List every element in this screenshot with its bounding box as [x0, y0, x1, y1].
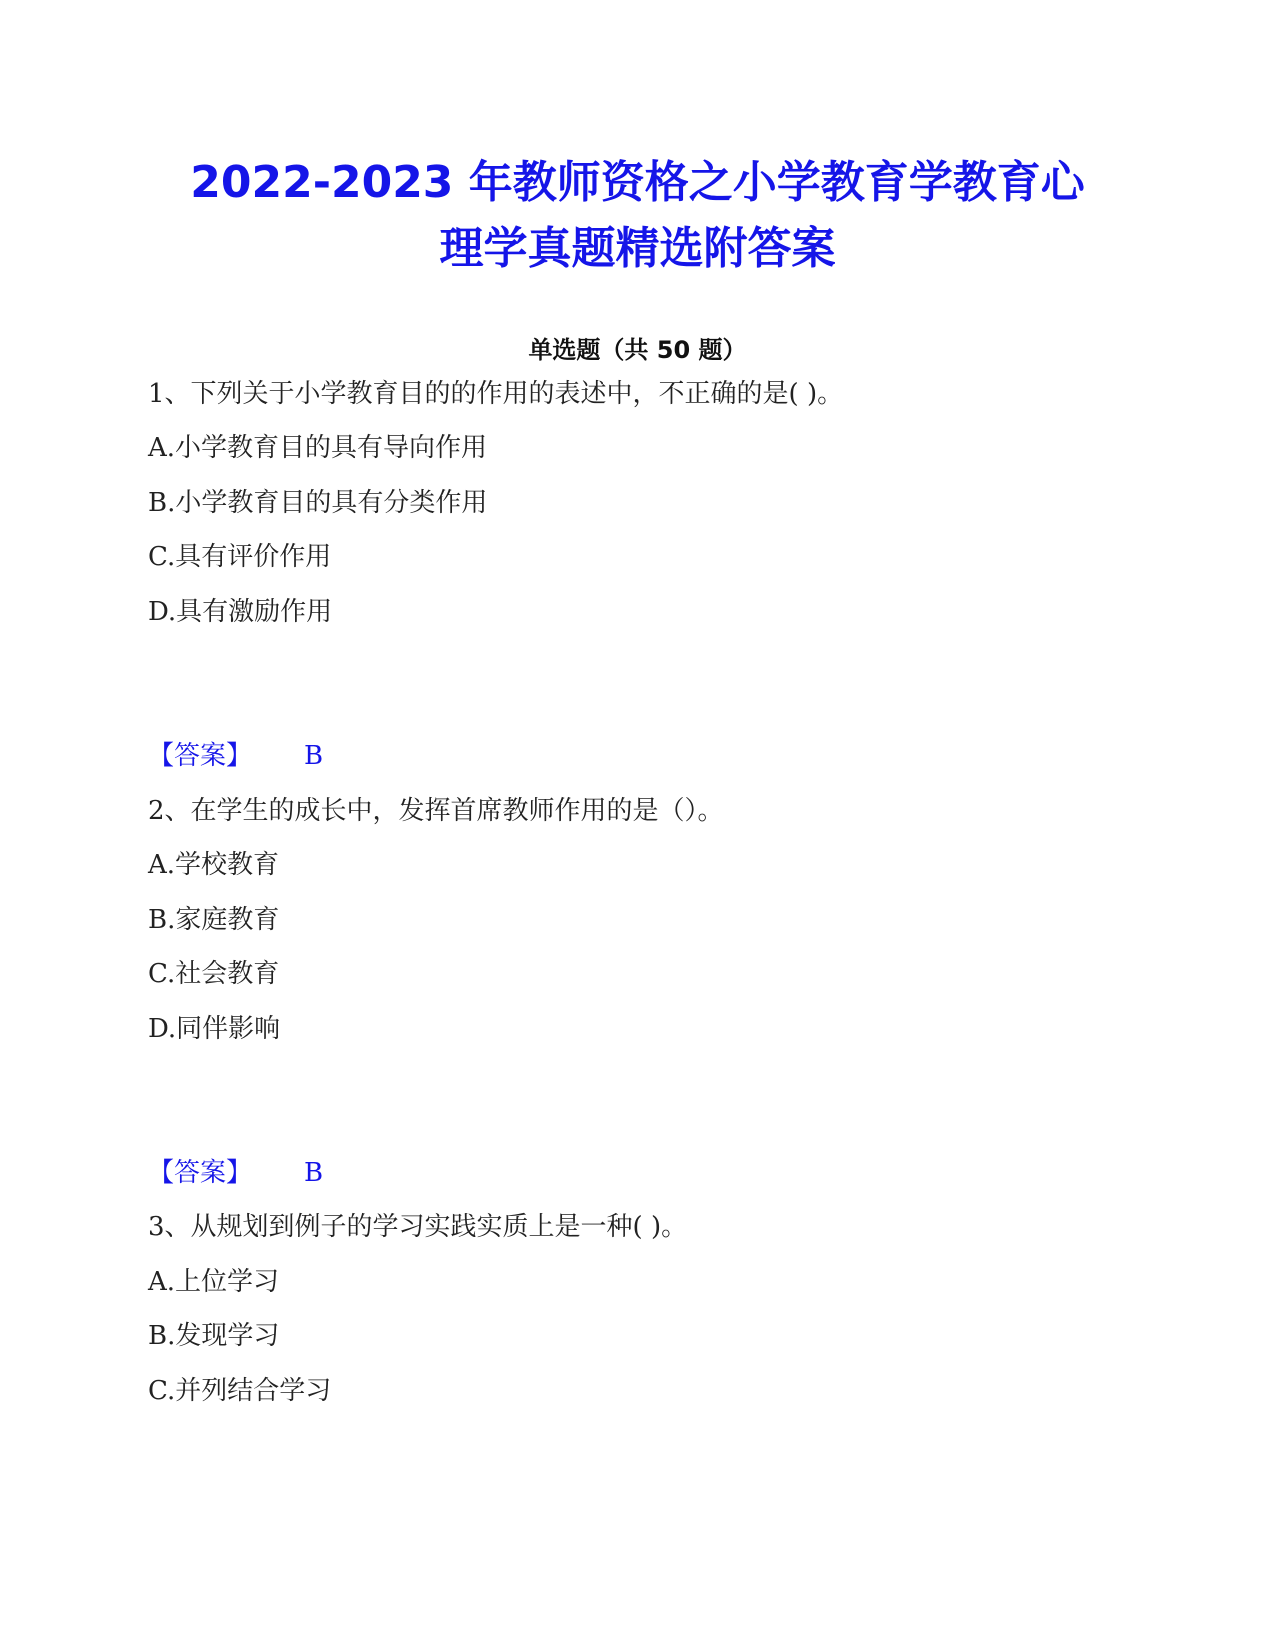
- question-1-answer-value: B: [304, 741, 324, 771]
- question-2-answer: [148, 1155, 323, 1191]
- question-3-option-a: A.上位学习: [148, 1267, 280, 1297]
- question-1-stem: 1、下列关于小学教育目的的作用的表述中，不正确的是( )。: [148, 379, 844, 409]
- question-1-answer: [148, 738, 323, 774]
- question-2-option-d: D.同伴影响: [148, 1014, 281, 1044]
- question-2-option-a: A.学校教育: [148, 850, 280, 880]
- document-title-line-2: 理学真题精选附答案: [439, 223, 836, 274]
- question-1-option-b: B.小学教育目的具有分类作用: [148, 488, 488, 518]
- question-3-stem: 3、从规划到例子的学习实践实质上是一种( )。: [148, 1212, 688, 1242]
- question-3-option-c: C.并列结合学习: [148, 1376, 332, 1406]
- question-2-option-b: B.家庭教育: [148, 905, 280, 935]
- question-3-option-b: B.发现学习: [148, 1321, 280, 1351]
- question-1-option-c: C.具有评价作用: [148, 542, 332, 572]
- question-2-answer-value: B: [304, 1158, 324, 1188]
- section-heading: 单选题（共 50 题）: [528, 336, 747, 364]
- question-2-answer-label: 【答案】: [148, 1158, 253, 1188]
- question-1-answer-label: 【答案】: [148, 741, 253, 771]
- question-2-stem: 2、在学生的成长中，发挥首席教师作用的是（）。: [148, 796, 724, 826]
- question-1-option-a: A.小学教育目的具有导向作用: [148, 433, 488, 463]
- question-2-option-c: C.社会教育: [148, 959, 280, 989]
- question-1-option-d: D.具有激励作用: [148, 597, 333, 627]
- document-title-line-1: 2022-2023 年教师资格之小学教育学教育心: [190, 157, 1085, 208]
